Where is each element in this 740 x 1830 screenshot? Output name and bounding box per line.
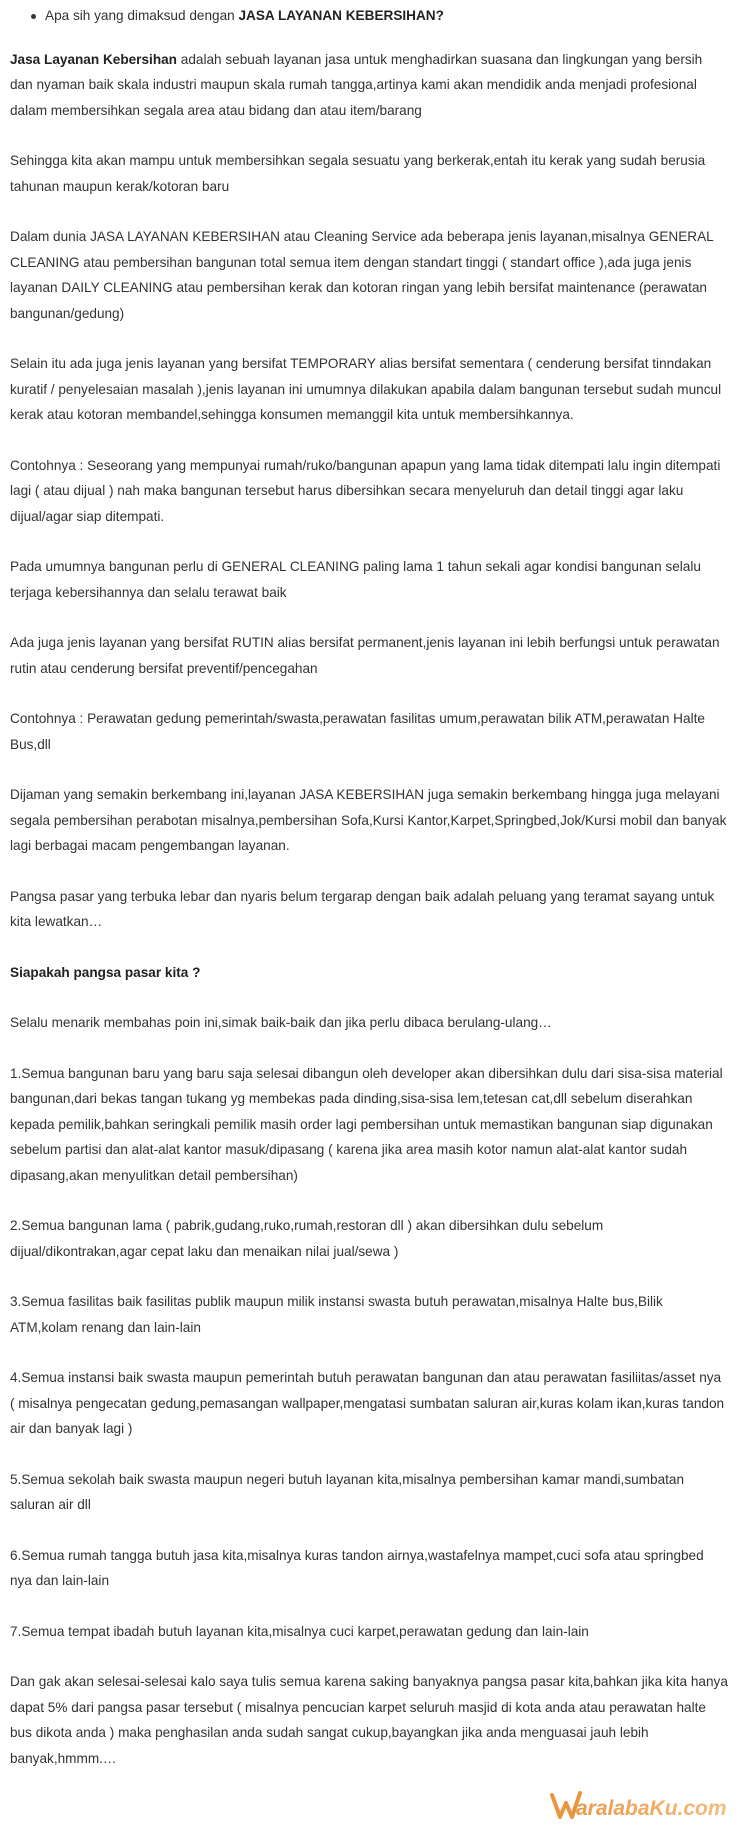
paragraph-definition [10,47,728,124]
paragraph: Pangsa pasar yang terbuka lebar dan nyaris belum tergarap dengan baik adalah peluang yang teramat sayang untuk kita lewatkan… [10,888,715,929]
list-item: 2.Semua bangunan lama ( pabrik,gudang,ruko,rumah,restoran dll ) akan dibersihkan dulu sebelum dijual/dikontrakan,agar cepat laku dan menaikan nilai jual/sewa ) [10,1218,604,1259]
paragraph: Contohnya : Seseorang yang mempunyai rumah/ruko/bangunan apapun yang lama tidak ditempati lalu ingin ditempati lagi ( atau dijual ) nah maka bangunan tersebut harus dibersihkan secara menyeluruh dan detail tinggi agar laku dijual/agar siap ditempati. [10,457,721,524]
list-item: 1.Semua bangunan baru yang baru saja selesai dibangun oleh developer akan dibersihkan dulu dari sisa-sisa material bangunan,dari bekas tangan tukang yg membekas pada dinding,sisa-sisa lem,tetesan cat,dll sebelum diserahkan kepada pemilik,bahkan seringkali pemilik masih order lagi pembersihan untuk memastikan bangunan siap digunakan sebelum partisi dan alat-alat kantor masuk/dipasang ( karena jika area masih kotor namun alat-alat kantor sudah dipasang,akan menyulitkan detail pembersihan) [10,1065,723,1183]
watermark-logo [546,1785,732,1825]
paragraph: Ada juga jenis layanan yang bersifat RUTIN alias bersifat permanent,jenis layanan ini lebih berfungsi untuk perawatan rutin atau cenderung bersifat preventif/pencegahan [10,635,720,676]
waralabaku-logo-icon [546,1785,732,1825]
paragraph: Dijaman yang semakin berkembang ini,layanan JASA KEBERSIHAN juga semakin berkembang hingga juga melayani segala pembersihan perabotan misalnya,pembersihan Sofa,Kursi Kantor,Karpet,Springbed,Jok/Kursi mobil dan banyak lagi berbagai macam pengembangan layanan. [10,787,727,853]
section-heading: Siapakah pangsa pasar kita ? [10,964,201,980]
question-item [45,3,728,29]
svg-text:aralabaKu.com: aralabaKu.com [576,1797,727,1820]
article-body [10,0,728,1796]
paragraph: Selain itu ada juga jenis layanan yang bersifat TEMPORARY alias bersifat sementara ( cenderung bersifat tinndakan kuratif / penyelesaian masalah ),jenis layanan ini umumnya dilakukan apabila dalam bangunan tersebut sudah muncul kerak atau kotoran membandel,sehingga konsumen memanggil kita untuk membersihkannya. [10,356,722,422]
paragraph: Pada umumnya bangunan perlu di GENERAL CLEANING paling lama 1 tahun sekali agar kondisi bangunan selalu terjaga kebersihannya dan selalu terawat baik [10,559,701,600]
section-intro: Selalu menarik membahas poin ini,simak baik-baik dan jika perlu dibaca berulang-ulang… [10,1015,552,1030]
list-item: 7.Semua tempat ibadah butuh layanan kita,misalnya cuci karpet,perawatan gedung dan lain-lain [10,1623,589,1639]
question-prefix: Apa sih yang dimaksud dengan [45,8,239,23]
question-list [10,3,728,29]
list-item: 6.Semua rumah tangga butuh jasa kita,misalnya kuras tandon airnya,wastafelnya mampet,cuci sofa atau springbed nya dan lain-lain [10,1547,704,1588]
list-item: 3.Semua fasilitas baik fasilitas publik maupun milik instansi swasta butuh perawatan,misalnya Halte bus,Bilik ATM,kolam renang dan lain-lain [10,1294,663,1335]
question-bold: JASA LAYANAN KEBERSIHAN? [238,8,444,23]
paragraph: Sehingga kita akan mampu untuk membersihkan segala sesuatu yang berkerak,entah itu kerak yang sudah berusia tahunan maupun kerak/kotoran baru [10,153,706,194]
definition-text: adalah sebuah layanan jasa untuk menghadirkan suasana dan lingkungan yang bersih dan nyaman baik skala industri maupun skala rumah tangga,artinya kami akan mendidik anda menjadi profesional dalam membersihkan segala area atau bidang dan atau item/barang [10,51,703,118]
paragraph: Dalam dunia JASA LAYANAN KEBERSIHAN atau Cleaning Service ada beberapa jenis layanan,misalnya GENERAL CLEANING atau pembersihan bangunan total semua item dengan standart tinggi ( standart office ),ada juga jenis layanan DAILY CLEANING atau pembersihan kerak dan kotoran ringan yang lebih bersifat maintenance (perawatan bangunan/gedung) [10,229,714,321]
closing-paragraph: Dan gak akan selesai-selesai kalo saya tulis semua karena saking banyaknya pangsa pasar kita,bahkan jika kita hanya dapat 5% dari pangsa pasar tersebut ( misalnya pencucian karpet seluruh masjid di kota anda atau perawatan halte bus dikota anda ) maka penghasilan anda sudah sangat cukup,bayangkan jika anda menguasai jauh lebih banyak,hmmm.… [10,1674,728,1766]
list-item: 5.Semua sekolah baik swasta maupun negeri butuh layanan kita,misalnya pembersihan kamar mandi,sumbatan saluran air dll [10,1471,685,1512]
definition-term: Jasa Layanan Kebersihan [10,51,177,67]
list-item: 4.Semua instansi baik swasta maupun pemerintah butuh perawatan bangunan dan atau perawatan fasiliitas/asset nya ( misalnya pengecatan gedung,pemasangan wallpaper,mengatasi sumbatan saluran air,kuras kolam ikan,kuras tandon air dan banyak lagi ) [10,1370,725,1436]
paragraph: Contohnya : Perawatan gedung pemerintah/swasta,perawatan fasilitas umum,perawatan bilik ATM,perawatan Halte Bus,dll [10,711,705,752]
